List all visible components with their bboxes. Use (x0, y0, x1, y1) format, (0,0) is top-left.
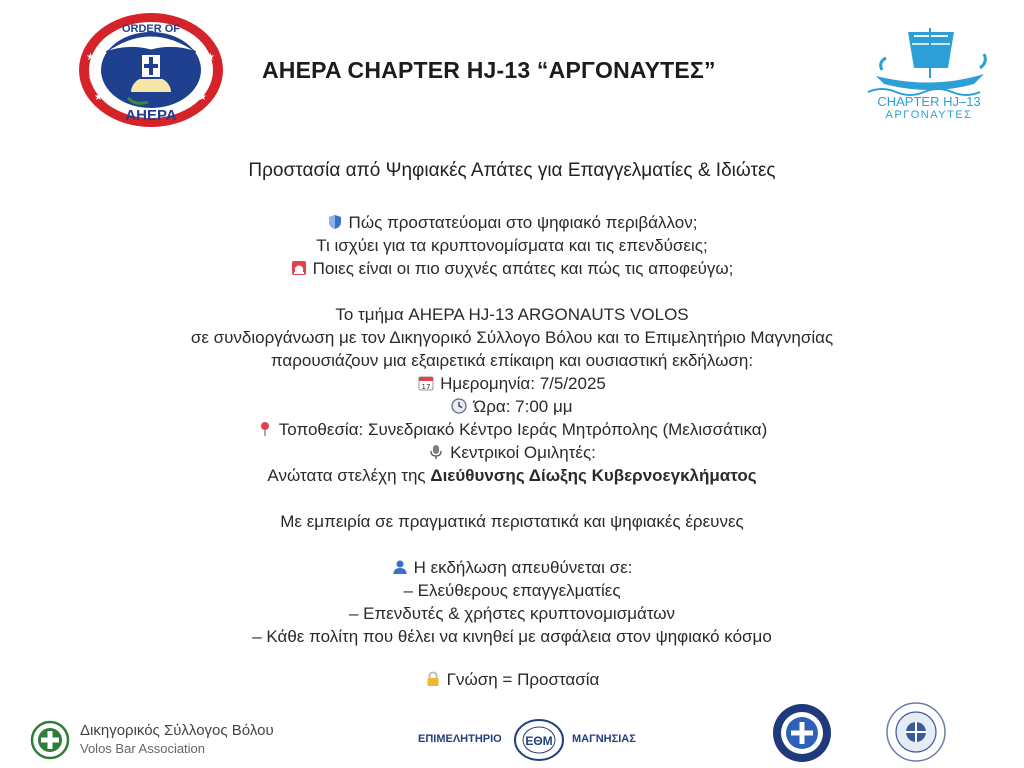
chapter-logo-line1: CHAPTER HJ–13 (877, 94, 981, 109)
subtitle: Προστασία από Ψηφιακές Απάτες για Επαγγελματίες & Ιδιώτες (248, 160, 776, 181)
svg-text:★: ★ (204, 74, 213, 85)
intro-line-3: παρουσιάζουν μια εξαιρετικά επίκαιρη και ουσιαστική εκδήλωση: (270, 351, 754, 370)
chamber-name-left: ΕΠΙΜΕΛΗΤΗΡΙΟ (418, 733, 502, 745)
svg-text:★: ★ (88, 74, 97, 85)
event-time-text: Ώρα: 7:00 μμ (473, 397, 573, 416)
bar-association-name (80, 722, 274, 758)
page-title: AHEPA CHAPTER HJ-13 “ΑΡΓΟΝΑΥΤΕΣ” (262, 57, 716, 83)
audience-label (0, 557, 1024, 579)
ship-logo (862, 22, 997, 122)
intro-line-1: Το τμήμα AHEPA HJ-13 ARGONAUTS VOLOS (335, 305, 689, 324)
chamber-name-right: ΜΑΓΝΗΣΙΑΣ (572, 733, 636, 745)
shield-icon (327, 214, 343, 230)
hellenic-police-badge (770, 702, 834, 764)
speakers-bold: Διεύθυνσης Δίωξης Κυβερνοεγκλήματος (430, 466, 757, 485)
event-location-text: Τοποθεσία: Συνεδριακό Κέντρο Ιεράς Μητρόπολης (Μελισσάτικα) (278, 420, 768, 439)
experience-line: Με εμπειρία σε πραγματικά περιστατικά και ψηφιακές έρευνες (280, 512, 744, 531)
question-2 (0, 235, 1024, 257)
svg-text:★: ★ (86, 52, 95, 63)
bar-association-logo (28, 720, 72, 760)
clock-icon (451, 398, 467, 414)
event-time (0, 396, 1024, 418)
question-1 (0, 212, 1024, 234)
bar-association-gr: Δικηγορικός Σύλλογος Βόλου (80, 722, 274, 739)
siren-icon (291, 260, 307, 276)
chapter-logo-line2: ΑΡΓΟΝΑΥΤΕΣ (885, 109, 973, 121)
speakers-label (0, 442, 1024, 464)
audience-item: – Επενδυτές & χρήστες κρυπτονομισμάτων (348, 604, 676, 623)
cybercrime-unit-badge (876, 700, 956, 764)
question-3-text: Ποιες είναι οι πιο συχνές απάτες και πώς τις αποφεύγω; (312, 259, 734, 278)
intro-line-2: σε συνδιοργάνωση με τον Δικηγορικό Σύλλογο Βόλου και το Επιμελητήριο Μαγνησίας (190, 328, 834, 347)
ahepa-logo-bottom-text: AHEPA (125, 107, 177, 124)
speakers-prefix: Ανώτατα στελέχη της (267, 466, 431, 485)
microphone-icon (428, 444, 444, 460)
question-1-text: Πώς προστατεύομαι στο ψηφιακό περιβάλλον; (348, 213, 698, 232)
motto (0, 669, 1024, 691)
question-3 (0, 258, 1024, 280)
lock-icon (425, 671, 441, 687)
question-2-text: Τι ισχύει για τα κρυπτονομίσματα και τις επενδύσεις; (316, 236, 708, 255)
svg-text:★: ★ (206, 52, 215, 63)
person-icon (392, 559, 408, 575)
ahepa-logo-top-text: ORDER OF (121, 23, 181, 35)
svg-text:17: 17 (421, 383, 431, 391)
audience-label-text: Η εκδήλωση απευθύνεται σε: (413, 558, 633, 577)
audience-item: – Ελεύθερους επαγγελματίες (403, 581, 621, 600)
event-location (0, 419, 1024, 441)
chamber-seal (510, 718, 568, 762)
svg-text:★: ★ (198, 92, 207, 103)
pin-icon (257, 421, 273, 437)
bar-association-en: Volos Bar Association (80, 741, 206, 756)
audience-item: – Κάθε πολίτη που θέλει να κινηθεί με ασφάλεια στον ψηφιακό κόσμο (252, 627, 772, 646)
speakers-label-text: Κεντρικοί Ομιλητές: (450, 443, 596, 462)
svg-text:★: ★ (94, 92, 103, 103)
event-date (0, 373, 1024, 395)
speakers-line (0, 465, 1024, 487)
calendar-icon (418, 375, 434, 391)
event-date-text: Ημερομηνία: 7/5/2025 (440, 374, 606, 393)
motto-text: Γνώση = Προστασία (446, 670, 600, 689)
chamber-seal-text: ΕΘΜ (525, 734, 553, 748)
ahepa-order-logo (76, 10, 226, 130)
